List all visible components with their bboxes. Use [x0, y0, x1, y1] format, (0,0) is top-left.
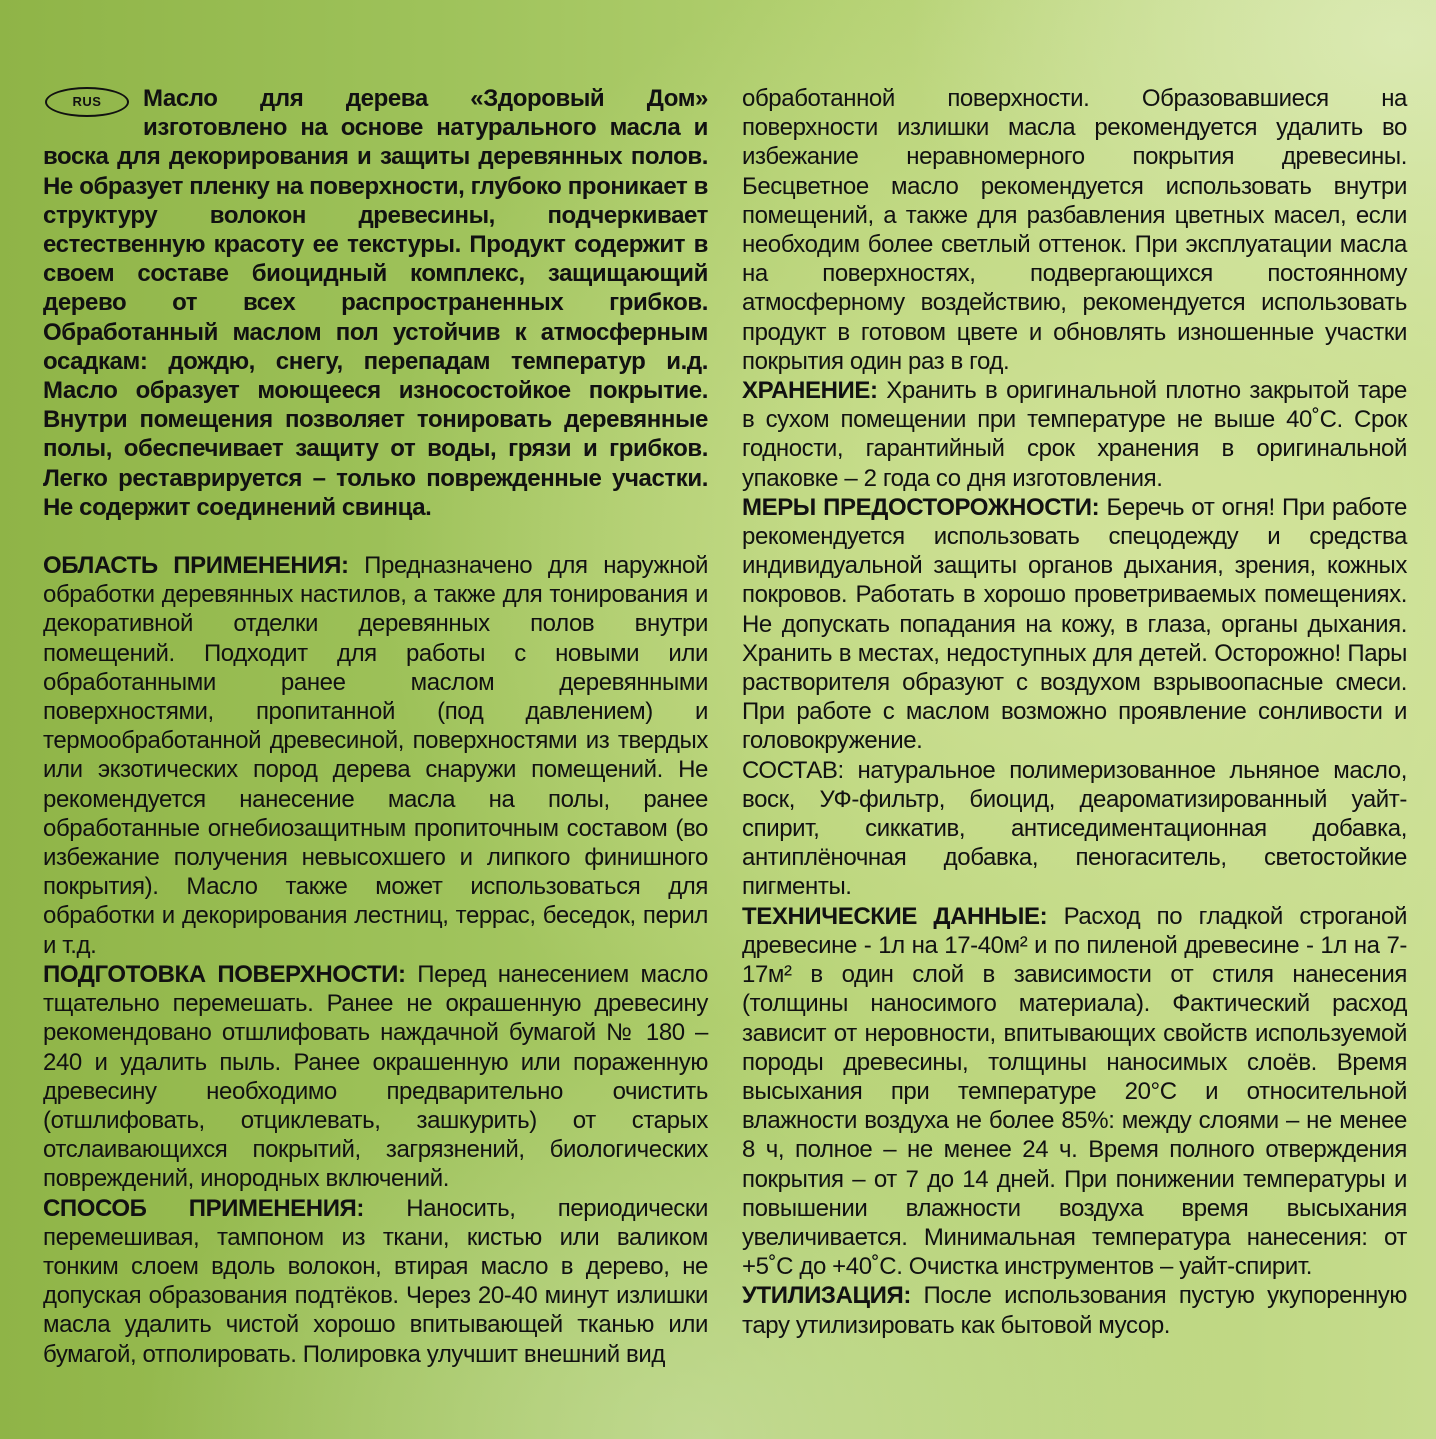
disposal-section: [742, 1281, 1407, 1339]
application-area-section: [43, 551, 708, 960]
composition-section: СОСТАВ: натуральное полимеризованное льняное масло, воск, УФ-фильтр, биоцид, деароматизированный уайт-спирит, сиккатив, антиседиментационная добавка, антиплёночная добавка, пеногаситель, светостойкие пигменты.: [742, 756, 1407, 901]
method-section: [43, 1194, 708, 1369]
storage-text: Хранить в оригинальной плотно закрытой таре в сухом помещении при температуре не выше 40˚С. Срок годности, гарантийный срок хранения в оригинальной упаковке – 2 года со дня изготовления.: [742, 377, 1407, 492]
surface-prep-section: [43, 960, 708, 1194]
method-continuation: обработанной поверхности. Образовавшиеся на поверхности излишки масла рекомендуется удалить во избежание неравномерного покрытия древесины. Бесцветное масло рекомендуется использовать внутри помещений, а также для разбавления цветных масел, если необходим более светлый оттенок. При эксплуатации масла на поверхностях, подвергающихся постоянному атмосферному воздействию, рекомендуется использовать продукт в готовом цвете и обновлять изношенные участки покрытия один раз в год.: [742, 85, 1407, 375]
precautions-text: Беречь от огня! При работе рекомендуется использовать спецодежду и средства индивидуальной защиты органов дыхания, зрения, кожных покровов. Работать в хорошо проветриваемых помещениях. Не допускать попадания на кожу, в глаза, органы дыхания. Хранить в местах, недоступных для детей. Осторожно! Пары растворителя образуют с воздухом взрывоопасные смеси. При работе с маслом возможно проявление сонливости и головокружение.: [742, 493, 1407, 755]
method-text: Наносить, периодически перемешивая, тампоном из ткани, кистью или валиком тонким слоем вдоль волокон, втирая масло в дерево, не допуская образования подтёков. Через 20-40 минут излишки масла удалить чистой хорошо впитывающей тканью или бумагой, отполировать. Полировка улучшит внешний вид: [43, 1194, 709, 1368]
surface-prep-text: Перед нанесением масло тщательно перемешать. Ранее не окрашенную древесину рекомендовано отшлифовать наждачной бумагой № 180 – 240 и удалить пыль. Ранее окрашенную или пораженную древесину необходимо предварительно очистить (отшлифовать, отциклевать, зашкурить) от старых отслаивающихся покрытий, загрязнений, биологических повреждений, инородных включений.: [43, 960, 708, 1193]
intro-paragraph: [43, 84, 708, 522]
precautions-section: [742, 493, 1407, 756]
disposal-heading: УТИЛИЗАЦИЯ:: [742, 1282, 911, 1310]
intro-text: Масло для дерева «Здоровый Дом» изготовлено на основе натурального масла и воска для декорирования и защиты деревянных полов. Не образует пленку на поверхности, глубоко проникает в структуру волокон древесины, подчеркивает естественную красоту ее текстуры. Продукт содержит в своем составе биоцидный комплекс, защищающий дерево от всех распространенных грибков. Обработанный маслом пол устойчив к атмосферным осадкам: дождю, снегу, перепадам температур и.д. Масло образует моющееся износостойкое покрытие. Внутри помещения позволяет тонировать деревянные полы, обеспечивает защиту от воды, грязи и грибков. Легко реставрируется – только поврежденные участки. Не содержит соединений свинца.: [43, 85, 708, 521]
tech-data-heading: ТЕХНИЧЕСКИЕ ДАННЫЕ:: [742, 902, 1048, 930]
tech-data-text: Расход по гладкой строганой древесине - 1л на 17-40м² и по пиленой древесине - 1л на 7-17м² в один слой в зависимости от стиля нанесения (толщины наносимого материала). Фактический расход зависит от неровности, впитывающих свойств используемой породы древесины, толщины наносимых слоёв. Время высыхания при температуре 20°С и относительной влажности воздуха не более 85%: между слоями – не менее 8 ч, полное – не менее 24 ч. Время полного отверждения покрытия – от 7 до 14 дней. При понижении температуры и повышении влажности воздуха время высыхания увеличивается. Минимальная температура нанесения: от +5˚С до +40˚С. Очистка инструментов – уайт-спирит.: [742, 902, 1408, 1281]
surface-prep-heading: ПОДГОТОВКА ПОВЕРХНОСТИ:: [43, 960, 406, 988]
language-badge: RUS: [45, 87, 129, 117]
precautions-heading: МЕРЫ ПРЕДОСТОРОЖНОСТИ:: [742, 493, 1100, 521]
method-heading: СПОСОБ ПРИМЕНЕНИЯ:: [43, 1194, 365, 1222]
storage-heading: ХРАНЕНИЕ:: [742, 377, 878, 405]
tech-data-section: [742, 902, 1407, 1282]
spacer: [43, 522, 708, 551]
right-column: [742, 84, 1407, 1340]
disposal-text: После использования пустую укупоренную тару утилизировать как бытовой мусор.: [742, 1282, 1407, 1339]
application-area-heading: ОБЛАСТЬ ПРИМЕНЕНИЯ:: [43, 552, 349, 580]
storage-section: [742, 376, 1407, 493]
application-area-text: Предназначено для наружной обработки деревянных настилов, а также для тонирования и декоративной отделки деревянных полов внутри помещений. Подходит для работы с новыми или обработанными ранее маслом деревянными поверхностями, пропитанной (под давлением) и термообработанной древесиной, поверхностями из твердых или экзотических пород дерева снаружи помещений. Не рекомендуется нанесение масла на полы, ранее обработанные огнебиозащитным пропиточным составом (во избежание получения невысохшего и липкого финишного покрытия). Масло также может использоваться для обработки и декорирования лестниц, террас, беседок, перил и т.д.: [43, 552, 709, 959]
left-column: [43, 84, 708, 1369]
